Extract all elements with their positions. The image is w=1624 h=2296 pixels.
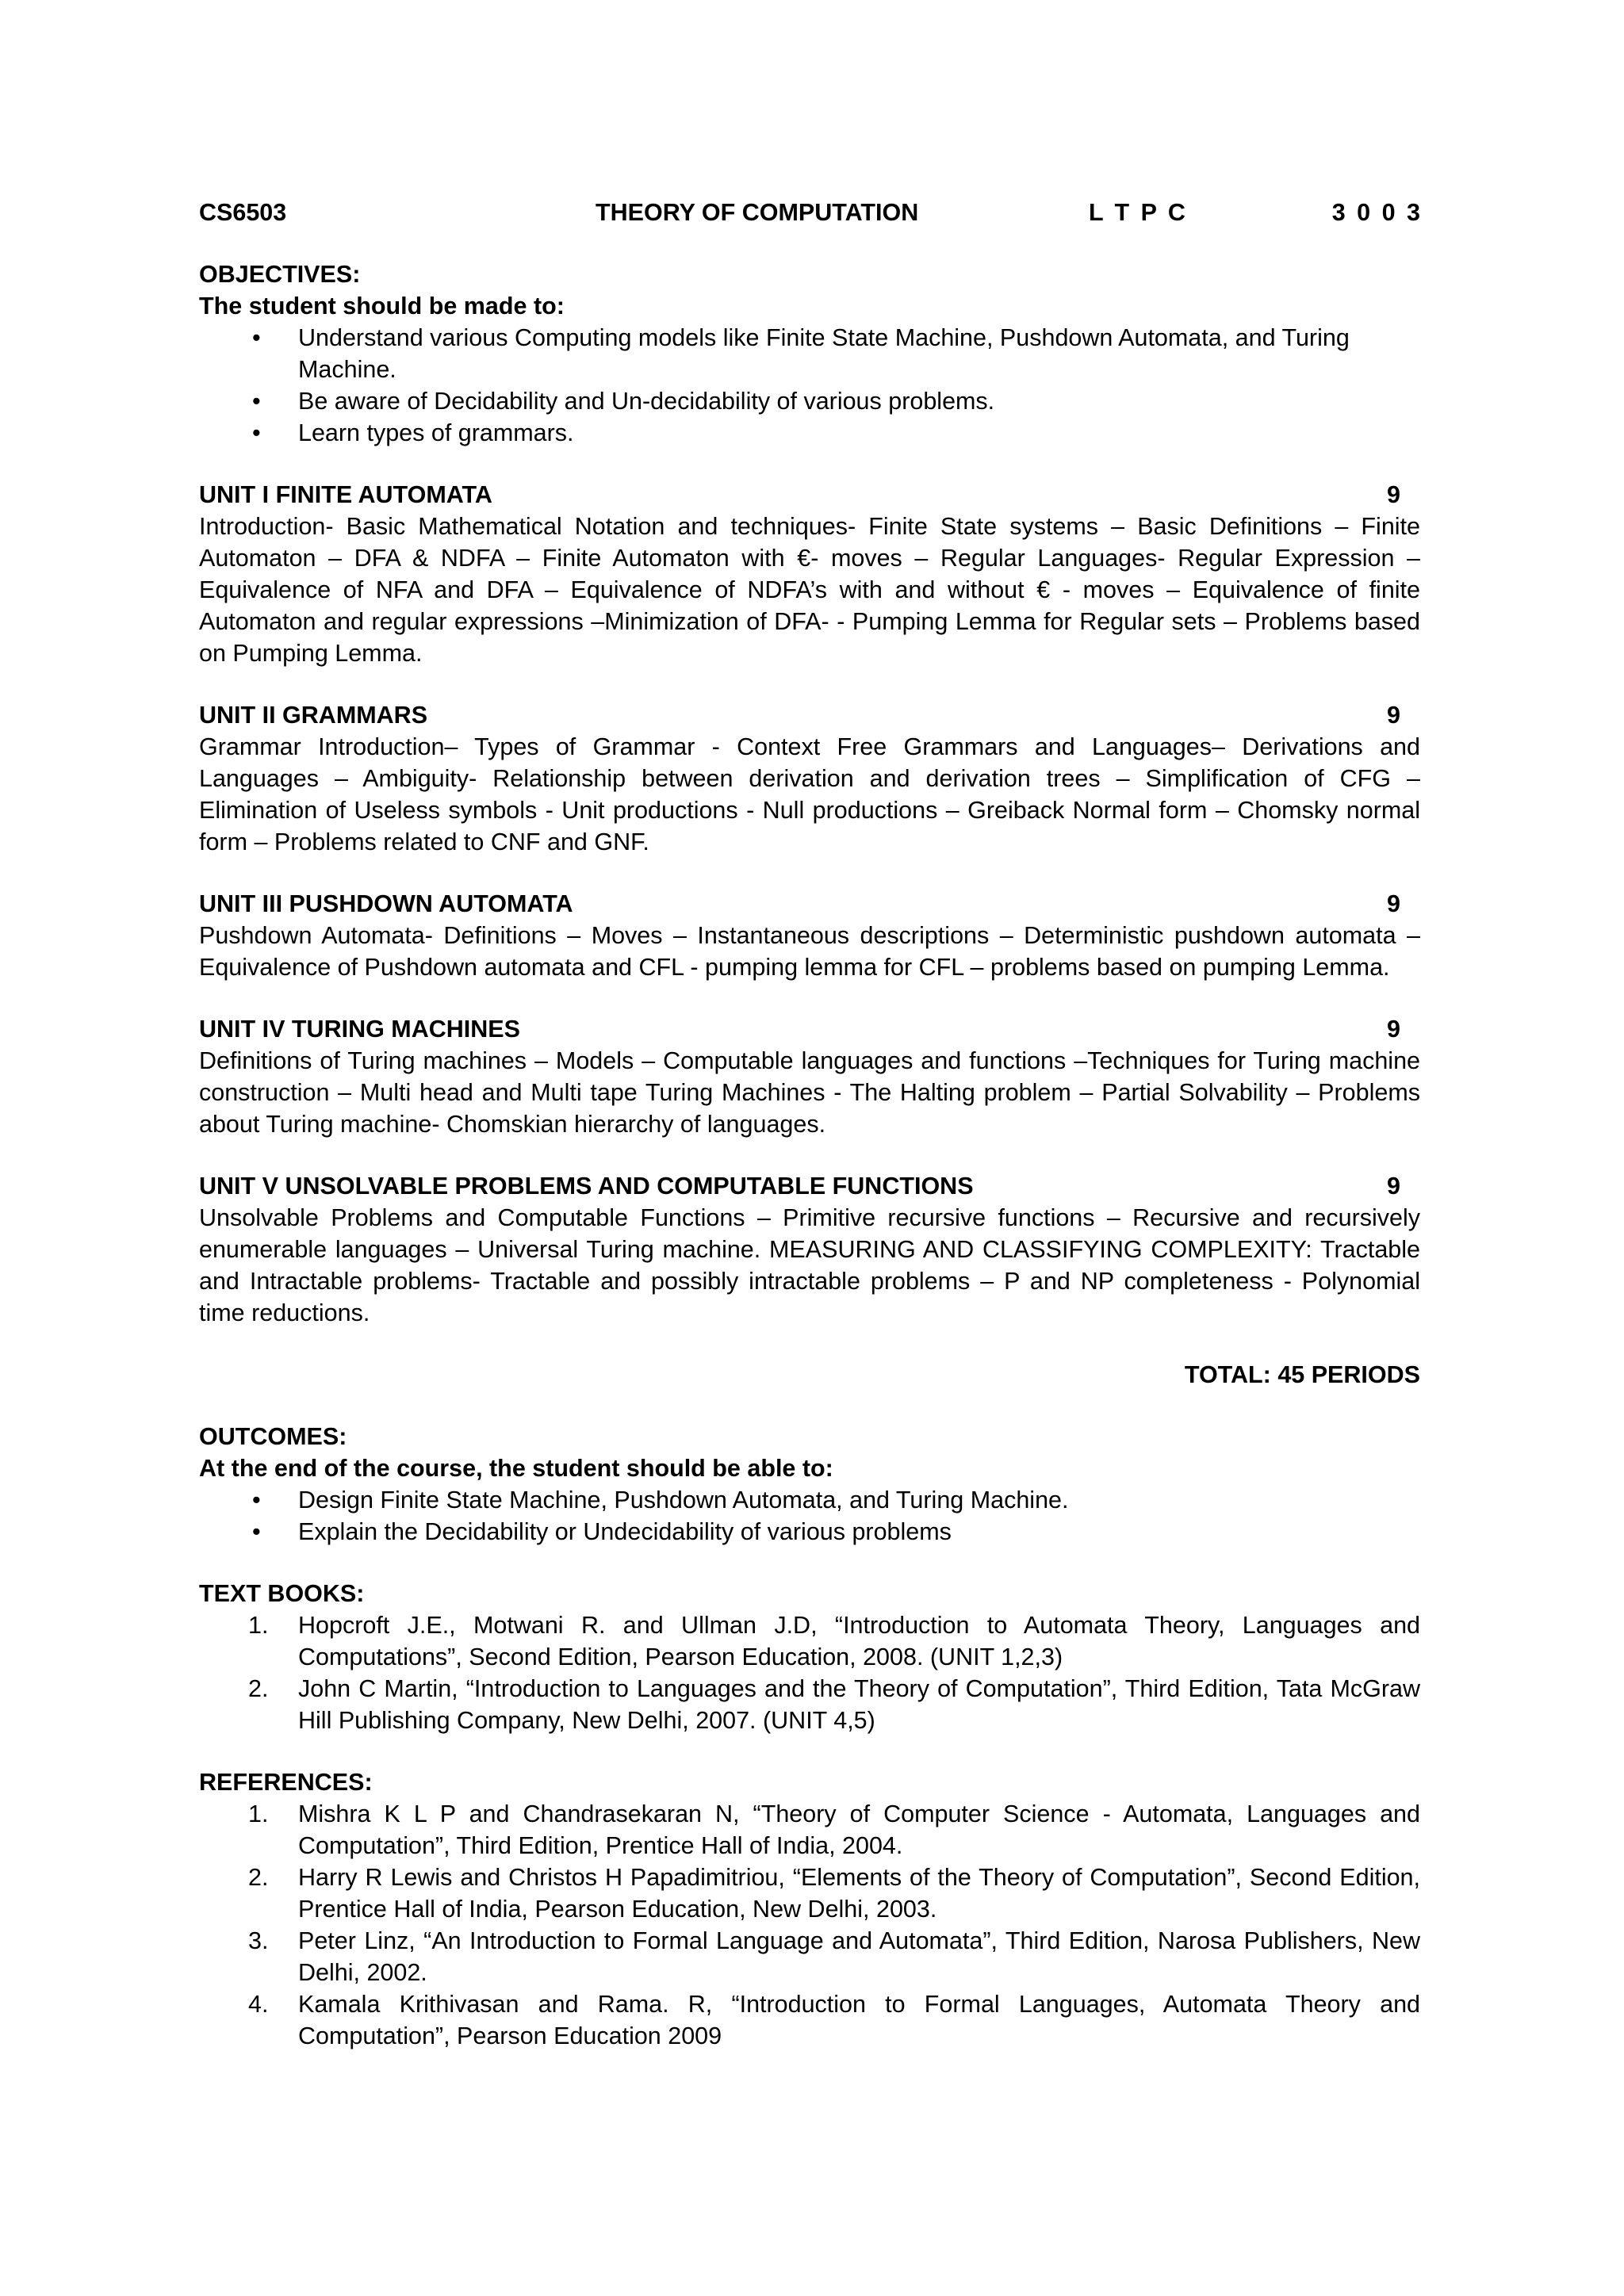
outcomes-section [199, 1421, 1420, 1548]
unit-title: UNIT III PUSHDOWN AUTOMATA [199, 890, 573, 917]
unit-section [199, 1170, 1420, 1329]
unit-hours: 9 [1387, 481, 1400, 508]
unit-content: Unsolvable Problems and Computable Functions – Primitive recursive functions – Recursive and recursively enumerable languages – Universal Turing machine. MEASURING AND CLASSIFYING COMPLEXITY: Tractable and Intractable problems- Tractable and possibly intractable problems – P and NP completeness - Polynomial time reductions. [199, 1204, 1420, 1326]
unit-heading [199, 1170, 1420, 1202]
unit-hours: 9 [1387, 1173, 1400, 1200]
total-periods: TOTAL: 45 PERIODS [1184, 1361, 1420, 1388]
bullet-icon: • [252, 1518, 261, 1545]
unit-heading [199, 479, 1420, 511]
unit-section [199, 479, 1420, 669]
unit-heading [199, 1013, 1420, 1045]
unit-section [199, 888, 1420, 983]
objectives-heading: OBJECTIVES: [199, 261, 361, 288]
references-heading: REFERENCES: [199, 1769, 373, 1796]
course-title: THEORY OF COMPUTATION [596, 199, 919, 226]
unit-heading [199, 699, 1420, 731]
textbooks-section [199, 1578, 1420, 1736]
unit-hours: 9 [1387, 702, 1400, 729]
list-item: • Design Finite State Machine, Pushdown Automata, and Turing Machine. [199, 1484, 1420, 1516]
list-item: 1. Mishra K L P and Chandrasekaran N, “Theory of Computer Science - Automata, Languages and Computation”, Third Edition, Prentice Hall of India, 2004. [248, 1800, 1420, 1859]
list-item: • Be aware of Decidability and Un-decidability of various problems. [199, 385, 1420, 417]
list-item: 3. Peter Linz, “An Introduction to Formal Language and Automata”, Third Edition, Narosa Publishers, New Delhi, 2002. [248, 1927, 1420, 1986]
unit-content: Introduction- Basic Mathematical Notation and techniques- Finite State systems – Basic Definitions – Finite Automaton – DFA & NDFA – Finite Automaton with €- moves – Regular Languages- Regular Expression – Equivalence of NFA and DFA – Equivalence of NDFA’s with and without € - moves – Equivalence of finite Automaton and regular expressions –Minimization of DFA- - Pumping Lemma for Regular sets – Problems based on Pumping Lemma. [199, 513, 1420, 667]
unit-content: Pushdown Automata- Definitions – Moves – Instantaneous descriptions – Deterministic pushdown automata – Equivalence of Pushdown automata and CFL - pumping lemma for CFL – problems based on pumping Lemma. [199, 922, 1420, 981]
objectives-list [199, 322, 1420, 449]
references-section [199, 1766, 1420, 2052]
unit-content: Grammar Introduction– Types of Grammar - Context Free Grammars and Languages– Derivations and Languages – Ambiguity- Relationship between derivation and derivation trees – Simplification of CFG – Elimination of Useless symbols - Unit productions - Null productions – Greiback Normal form – Chomsky normal form – Problems related to CNF and GNF. [199, 733, 1420, 855]
list-item: 2. Harry R Lewis and Christos H Papadimitriou, “Elements of the Theory of Computation”, Second Edition, Prentice Hall of India, Pearson Education, New Delhi, 2003. [248, 1864, 1420, 1923]
course-header [199, 197, 1420, 228]
list-item: • Explain the Decidability or Undecidability of various problems [199, 1516, 1420, 1548]
unit-title: UNIT IV TURING MACHINES [199, 1016, 520, 1043]
bullet-icon: • [252, 1487, 261, 1513]
references-list [199, 1798, 1420, 2052]
unit-content: Definitions of Turing machines – Models – Computable languages and functions –Techniques for Turing machine construction – Multi head and Multi tape Turing Machines - The Halting problem – Partial Solvability – Problems about Turing machine- Chomskian hierarchy of languages. [199, 1047, 1420, 1138]
bullet-icon: • [252, 324, 261, 351]
unit-title: UNIT I FINITE AUTOMATA [199, 481, 492, 508]
textbooks-list [199, 1609, 1420, 1736]
unit-section [199, 699, 1420, 858]
unit-title: UNIT V UNSOLVABLE PROBLEMS AND COMPUTABLE FUNCTIONS [199, 1173, 974, 1200]
objectives-section [199, 258, 1420, 449]
textbooks-heading: TEXT BOOKS: [199, 1580, 365, 1607]
list-item: 4. Kamala Krithivasan and Rama. R, “Introduction to Formal Languages, Automata Theory and Computation”, Pearson Education 2009 [248, 1991, 1420, 2049]
list-item: • Understand various Computing models like Finite State Machine, Pushdown Automata, and Turing Machine. [199, 322, 1420, 385]
list-item: 1. Hopcroft J.E., Motwani R. and Ullman J.D, “Introduction to Automata Theory, Languages and Computations”, Second Edition, Pearson Education, 2008. (UNIT 1,2,3) [248, 1612, 1420, 1670]
unit-hours: 9 [1387, 1016, 1400, 1043]
list-item: 2. John C Martin, “Introduction to Languages and the Theory of Computation”, Third Edition, Tata McGraw Hill Publishing Company, New Delhi, 2007. (UNIT 4,5) [248, 1675, 1420, 1734]
list-item: • Learn types of grammars. [199, 417, 1420, 449]
unit-section [199, 1013, 1420, 1140]
ltpc-credits: 3 0 0 3 [1331, 199, 1420, 226]
unit-hours: 9 [1387, 890, 1400, 917]
ltpc-label: L T P C [1089, 199, 1185, 226]
outcomes-heading: OUTCOMES: [199, 1423, 347, 1450]
bullet-icon: • [252, 388, 261, 415]
unit-heading [199, 888, 1420, 920]
syllabus-page [199, 197, 1420, 2052]
objectives-intro: The student should be made to: [199, 293, 565, 320]
outcomes-list [199, 1484, 1420, 1548]
bullet-icon: • [252, 419, 261, 446]
unit-title: UNIT II GRAMMARS [199, 702, 428, 729]
course-code: CS6503 [199, 199, 287, 226]
outcomes-intro: At the end of the course, the student should be able to: [199, 1455, 833, 1482]
